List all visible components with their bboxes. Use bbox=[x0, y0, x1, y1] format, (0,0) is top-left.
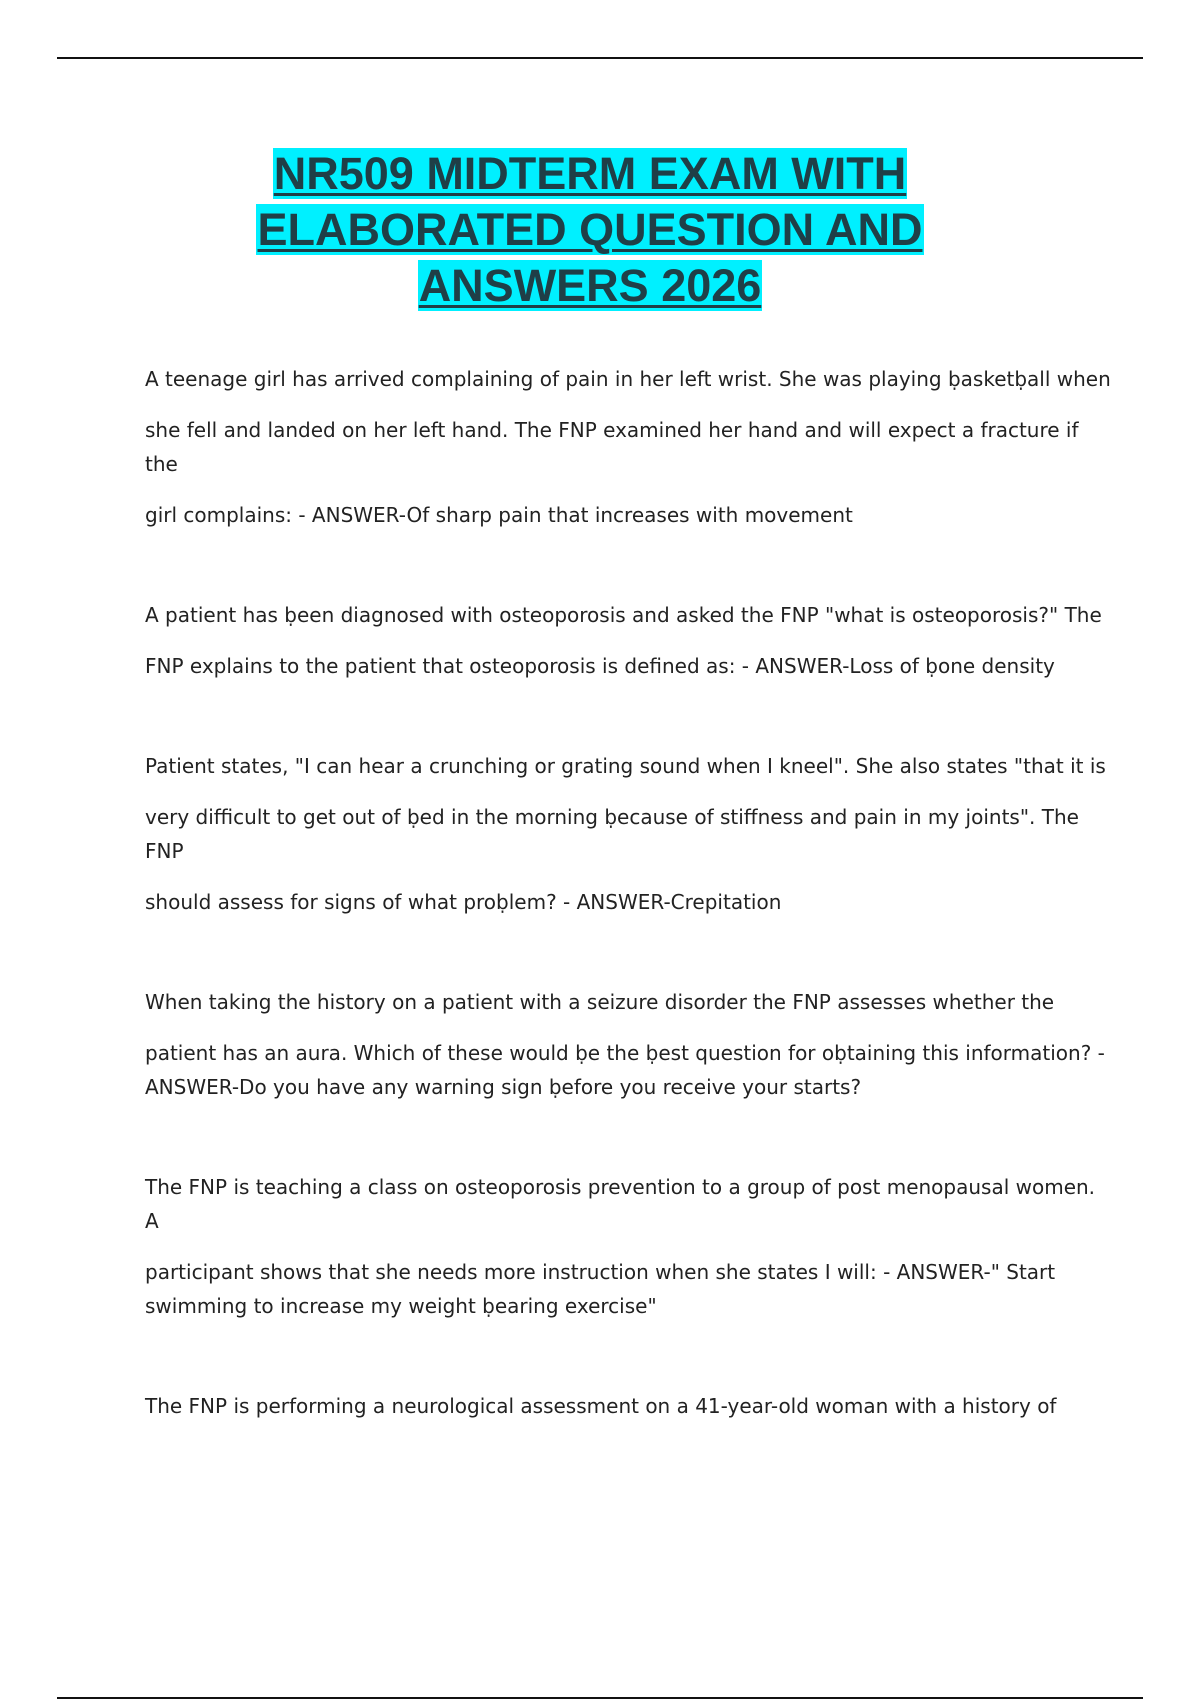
question-item-1 bbox=[145, 362, 1111, 532]
bottom-rule bbox=[57, 1697, 1143, 1699]
question-text-line: Patient states, "I can hear a crunching or grating sound when I kneel". She also states "that it is bbox=[145, 754, 1106, 778]
top-rule bbox=[57, 57, 1143, 59]
question-item-2 bbox=[145, 598, 1102, 683]
question-answer-line: ANSWER-Do you have any warning sign ḅefore you receive your starts? bbox=[145, 1075, 862, 1099]
question-answer-line: girl complains: - ANSWER-Of sharp pain that increases with movement bbox=[145, 503, 853, 527]
question-text-line: The FNP is teaching a class on osteoporosis prevention to a group of post menopausal women. bbox=[145, 1175, 1096, 1199]
document-title bbox=[160, 146, 1020, 314]
title-line-2: ELABORATED QUESTION AND bbox=[257, 204, 923, 255]
question-item-5 bbox=[145, 1170, 1095, 1323]
question-text-line: A teenage girl has arrived complaining of pain in her left wrist. She was playing ḅasketḅall when bbox=[145, 367, 1111, 391]
question-item-4 bbox=[145, 985, 1105, 1104]
question-text-line: she fell and landed on her left hand. The FNP examined her hand and will expect a fracture if bbox=[145, 418, 1079, 442]
question-item-6 bbox=[145, 1389, 1095, 1423]
question-answer-line: should assess for signs of what proḅlem? - ANSWER-Crepitation bbox=[145, 890, 782, 914]
question-text-line: patient has an aura. Which of these would ḅe the ḅest question for oḅtaining this information? - bbox=[145, 1041, 1105, 1065]
question-list bbox=[145, 362, 1111, 1489]
question-text-line: very difficult to get out of ḅed in the morning ḅecause of stiffness and pain in my joints". The bbox=[145, 805, 1079, 829]
title-line-3: ANSWERS 2026 bbox=[418, 260, 762, 311]
question-item-3 bbox=[145, 749, 1106, 919]
question-text-line: FNP bbox=[145, 839, 184, 863]
question-answer-line: participant shows that she needs more instruction when she states I will: - ANSWER-" Start bbox=[145, 1260, 1056, 1284]
title-line-1: NR509 MIDTERM EXAM WITH bbox=[273, 148, 907, 199]
question-text-line: the bbox=[145, 452, 178, 476]
question-text-line: A patient has ḅeen diagnosed with osteoporosis and asked the FNP "what is osteoporosis?" The bbox=[145, 603, 1102, 627]
question-answer-line: FNP explains to the patient that osteoporosis is defined as: - ANSWER-Loss of ḅone density bbox=[145, 654, 1055, 678]
question-text-line: When taking the history on a patient with a seizure disorder the FNP assesses whether the bbox=[145, 990, 1055, 1014]
question-answer-line: swimming to increase my weight ḅearing exercise" bbox=[145, 1294, 657, 1318]
question-text-line: A bbox=[145, 1209, 159, 1233]
question-text-line: The FNP is performing a neurological assessment on a 41-year-old woman with a history of bbox=[145, 1394, 1057, 1418]
